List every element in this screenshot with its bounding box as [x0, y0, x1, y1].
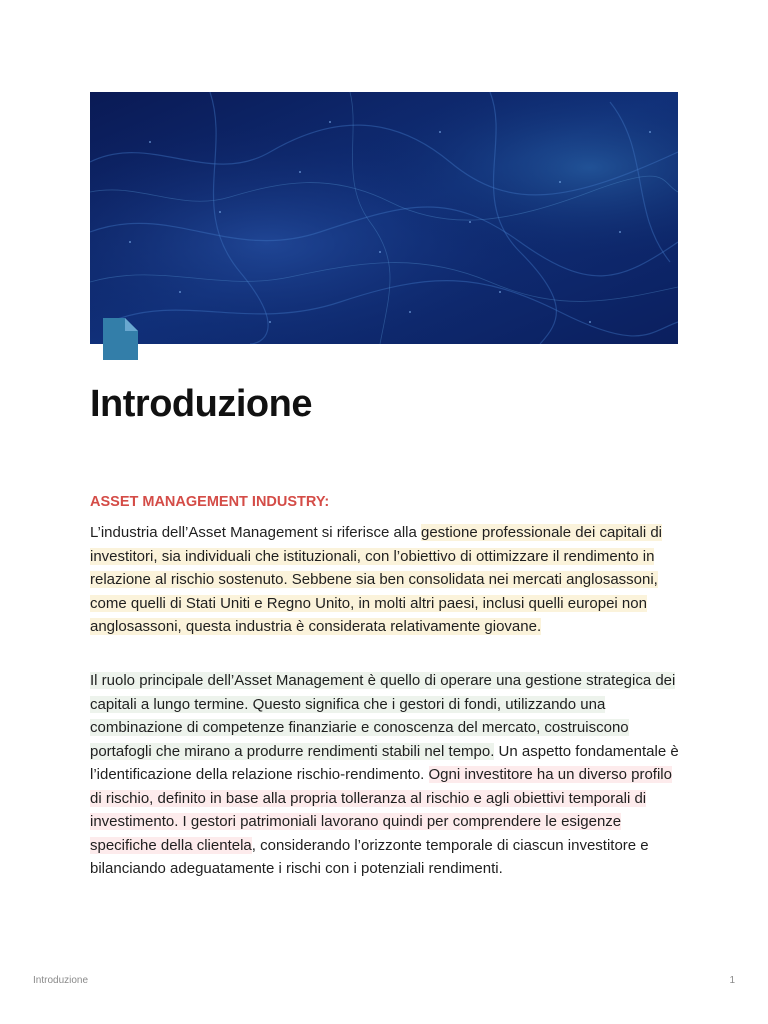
cover-image [90, 92, 678, 344]
section-heading: ASSET MANAGEMENT INDUSTRY: [90, 494, 330, 510]
paragraph-1 [90, 521, 680, 639]
page-title: Introduzione [90, 383, 312, 425]
paragraph-2-text: Un aspetto fondamentale è l’identificazione della relazione rischio-rendimento. [90, 742, 679, 783]
paragraph-2-tail: , considerando l’orizzonte temporale di ciascun investitore e bilanciando adeguatamente i rischi con i potenziali rendimenti. [90, 836, 649, 877]
footer-page-title: Introduzione [33, 975, 89, 986]
paragraph-2 [90, 669, 680, 881]
footer-page-number: 1 [729, 975, 735, 986]
highlight-red: Ogni investitore ha un diverso profilo di rischio, definito in base alla propria tolleranza al rischio e agli obiettivi temporali di investimento. I gestori patrimoniali lavorano quindi per comprendere le esigenze specifiche della clientela [90, 766, 672, 854]
highlight-yellow: gestione professionale dei capitali di investitori, sia individuali che istituzionali, con l’obiettivo di ottimizzare il rendimento in relazione al rischio sostenuto. Sebbene sia ben consolidata nei mercati anglosassoni, come quelli di Stati Uniti e Regno Unito, in molti altri paesi, inclusi quelli europei non anglosassoni, questa industria è considerata relativamente giovane. [90, 524, 662, 635]
highlight-green: Il ruolo principale dell’Asset Management è quello di operare una gestione strategica dei capitali a lungo termine. Questo significa che i gestori di fondi, utilizzando una combinazione di competenze finanziarie e conoscenza del mercato, costruiscono portafogli che mirano a produrre rendimenti stabili nel tempo. [90, 672, 676, 760]
document-icon [103, 318, 138, 360]
paragraph-1-text: L’industria dell’Asset Management si riferisce alla [90, 524, 421, 541]
